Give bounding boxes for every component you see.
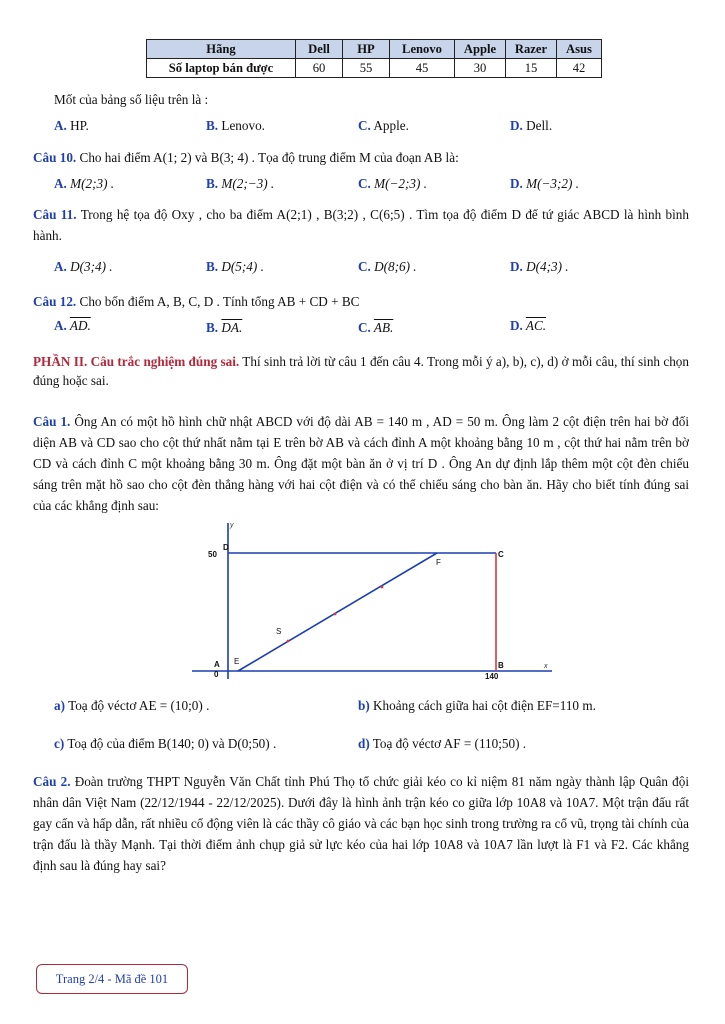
- option-letter: C.: [358, 176, 371, 191]
- option-text: Apple.: [373, 118, 409, 133]
- statement-d: [358, 736, 526, 752]
- option-letter: D.: [510, 176, 523, 191]
- statement-b: [358, 698, 596, 714]
- label-B: B: [498, 661, 504, 670]
- option-text: D(8;6) .: [374, 259, 417, 274]
- q12-option-c: [358, 320, 393, 336]
- point-mid2: [381, 586, 384, 589]
- statement-letter: c): [54, 736, 65, 751]
- label-140: 140: [485, 672, 499, 681]
- q11-stem: [33, 204, 689, 246]
- q10-stem: [33, 150, 459, 166]
- table-header-cell: Lenovo: [390, 40, 455, 59]
- option-letter: C.: [358, 259, 371, 274]
- q12-option-d: [510, 318, 546, 334]
- q11-option-b: [206, 259, 264, 275]
- question-text: Ông An có một hồ hình chữ nhật ABCD với độ dài AB = 140 m , AD = 50 m. Ông làm 2 cột điện trên hai bờ đối diện AB và CD sao cho cột thứ nhất nằm tại E trên bờ AB và cách đỉnh A một khoảng bằng 10 m , cột thứ hai nằm trên bờ CD và cách đỉnh C một khoảng bằng 30 m. Ông đặt một bàn ăn ở vị trí D . Ông An dự định lắp thêm một cột đèn chiếu sáng trên mặt hồ sao cho cột đèn thẳng hàng với hai cột điện và có thể chiếu sáng cho bàn ăn. Hãy cho biết tính đúng sai của các khẳng định sau:: [33, 414, 689, 513]
- statement-text: Toạ độ véctơ AE = (10;0) .: [68, 698, 210, 713]
- label-S: S: [276, 627, 282, 636]
- table-header-cell: Hãng: [147, 40, 296, 59]
- lake-coordinate-figure: [190, 517, 560, 685]
- part2-label: PHẦN II. Câu trắc nghiệm đúng sai.: [33, 354, 240, 369]
- laptop-sales-table: [146, 39, 602, 78]
- option-letter: A.: [54, 318, 67, 333]
- option-text: Dell.: [526, 118, 553, 133]
- option-letter: D.: [510, 118, 523, 133]
- q10-option-a: [54, 176, 114, 192]
- part2-text: Thí sinh trả lời từ câu 1 đến câu 4. Trong mỗi ý a), b), c), d) ở mỗi câu, thí sinh chọn đúng hoặc sai.: [33, 354, 689, 388]
- q10-option-d: [510, 176, 579, 192]
- label-A: A: [214, 660, 220, 669]
- option-letter: C.: [358, 118, 371, 133]
- question-label: Câu 1.: [33, 414, 71, 429]
- q11-option-a: [54, 259, 113, 275]
- option-text: D(5;4) .: [221, 259, 264, 274]
- option-text: Lenovo.: [221, 118, 265, 133]
- q9-option-b: [206, 118, 265, 134]
- option-text: D(3;4) .: [70, 259, 113, 274]
- page-footer: Trang 2/4 - Mã đề 101: [36, 964, 188, 994]
- statement-letter: d): [358, 736, 370, 751]
- question-text: Trong hệ tọa độ Oxy , cho ba điểm A(2;1) , B(3;2) , C(6;5) . Tìm tọa độ điểm D để tứ giác ABCD là hình bình hành.: [33, 207, 689, 243]
- option-text: HP.: [70, 118, 89, 133]
- option-letter: B.: [206, 118, 219, 133]
- statement-text: Toạ độ của điểm B(140; 0) và D(0;50) .: [67, 736, 277, 751]
- label-50: 50: [208, 550, 217, 559]
- statement-a: [54, 698, 209, 714]
- table-cell: 55: [343, 59, 390, 78]
- option-text: M(2;3) .: [70, 176, 115, 191]
- statement-letter: a): [54, 698, 65, 713]
- option-letter: C.: [358, 320, 371, 335]
- table-row-label: Số laptop bán được: [147, 59, 296, 78]
- table-header-cell: Asus: [557, 40, 602, 59]
- y-axis-label: y: [230, 522, 234, 529]
- table-header-cell: Razer: [506, 40, 557, 59]
- q11-option-c: [358, 259, 417, 275]
- option-text: AB.: [373, 320, 394, 335]
- part2-heading: [33, 352, 689, 390]
- option-letter: A.: [54, 259, 67, 274]
- option-letter: B.: [206, 176, 219, 191]
- point-S: [287, 640, 290, 643]
- label-C: C: [498, 550, 504, 559]
- question-text: Đoàn trường THPT Nguyễn Văn Chất tỉnh Phú Thọ tổ chức giải kéo co kỉ niệm 81 năm ngày thành lập Quân đội nhân dân Việt Nam (22/12/1944 - 22/12/2025). Dưới đây là hình ảnh trận kéo co giữa lớp 10A8 và 10A7. Một trận đấu rất gay cấn và hấp dẫn, rất nhiều cổ động viên là các thầy cô giáo và các bạn học sinh trong trường ra cổ vũ, trọng tài chính của trận đấu là thầy Mạnh. Tại thời điểm ảnh chụp giả sử lực kéo của hai lớp 10A8 và 10A7 lần lượt là F1 và F2. Các khẳng định sau là đúng hay sai?: [33, 774, 690, 873]
- q9-option-d: [510, 118, 552, 134]
- p2q1-stem: [33, 411, 689, 516]
- label-0: 0: [214, 670, 219, 679]
- option-text: DA.: [221, 320, 243, 335]
- question-label: Câu 11.: [33, 207, 77, 222]
- option-text: AC.: [525, 318, 547, 333]
- table-cell: 30: [455, 59, 506, 78]
- table-header-cell: HP: [343, 40, 390, 59]
- x-axis-label: x: [544, 663, 548, 670]
- q9-text: Mốt của bảng số liệu trên là :: [54, 92, 209, 107]
- p2q2-stem: [33, 771, 689, 876]
- point-mid: [334, 613, 337, 616]
- q12-option-b: [206, 320, 242, 336]
- table-header-cell: Apple: [455, 40, 506, 59]
- question-label: Câu 12.: [33, 294, 77, 309]
- q10-option-c: [358, 176, 427, 192]
- option-text: M(−2;3) .: [374, 176, 427, 191]
- q12-stem: [33, 294, 359, 310]
- option-letter: A.: [54, 118, 67, 133]
- statement-text: Toạ độ véctơ AF = (110;50) .: [372, 736, 527, 751]
- table-cell: 60: [296, 59, 343, 78]
- option-letter: D.: [510, 318, 523, 333]
- q11-option-d: [510, 259, 569, 275]
- label-F: F: [436, 558, 441, 567]
- table-cell: 15: [506, 59, 557, 78]
- statement-text: Khoảng cách giữa hai cột điện EF=110 m.: [373, 698, 596, 713]
- option-letter: D.: [510, 259, 523, 274]
- table-cell: 45: [390, 59, 455, 78]
- q9-option-c: [358, 118, 409, 134]
- label-D: D: [223, 543, 229, 552]
- option-letter: B.: [206, 259, 219, 274]
- option-letter: B.: [206, 320, 219, 335]
- question-text: Cho hai điểm A(1; 2) và B(3; 4) . Tọa độ trung điểm M của đoạn AB là:: [79, 150, 459, 165]
- option-text: M(2;−3) .: [221, 176, 275, 191]
- table-row: [147, 59, 602, 78]
- question-text: Cho bốn điểm A, B, C, D . Tính tổng AB + CD + BC: [79, 294, 360, 309]
- q12-option-a: [54, 318, 91, 334]
- option-text: M(−3;2) .: [526, 176, 579, 191]
- label-E: E: [234, 657, 240, 666]
- table-cell: 42: [557, 59, 602, 78]
- option-text: D(4;3) .: [526, 259, 569, 274]
- q10-option-b: [206, 176, 274, 192]
- option-text: AD.: [69, 318, 91, 333]
- q9-option-a: [54, 118, 89, 134]
- table-header-row: [147, 40, 602, 59]
- question-label: Câu 10.: [33, 150, 77, 165]
- statement-letter: b): [358, 698, 370, 713]
- question-label: Câu 2.: [33, 774, 71, 789]
- statement-c: [54, 736, 276, 752]
- option-letter: A.: [54, 176, 67, 191]
- table-header-cell: Dell: [296, 40, 343, 59]
